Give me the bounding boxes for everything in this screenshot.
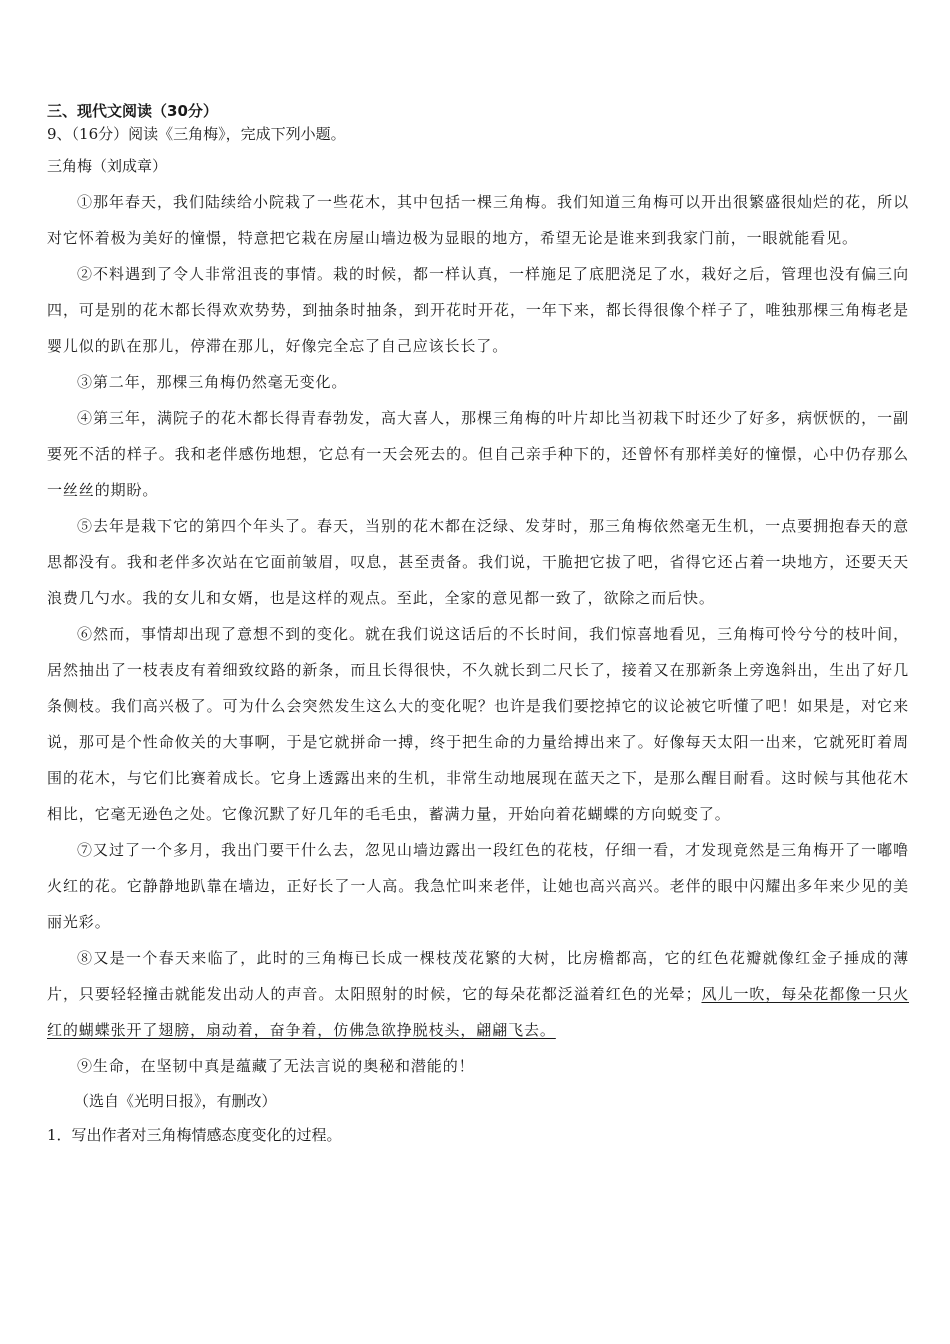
paragraph-9: ⑨生命，在坚韧中真是蕴藏了无法言说的奥秘和潜能的！ bbox=[77, 1057, 475, 1075]
article-body bbox=[47, 184, 909, 1084]
paragraph-8-text: ⑧又是一个春天来临了，此时的三角梅已长成一棵枝茂花繁的大树，比房檐都高，它的红色花瓣就像红金子捶成的薄片，只要轻轻撞击就能发出动人的声音。太阳照射的时候，它的每朵花都泛溢着红色的光晕； bbox=[47, 949, 909, 1003]
paragraph-4: ④第三年，满院子的花木都长得青春勃发，高大喜人，那棵三角梅的叶片却比当初栽下时还少了好多，病恹恹的，一副要死不活的样子。我和老伴感伤地想，它总有一天会死去的。但自己亲手种下的，还曾怀有那样美好的憧憬，心中仍存那么一丝丝的期盼。 bbox=[47, 409, 909, 499]
article-title: 三角梅（刘成章） bbox=[47, 157, 168, 175]
paragraph-8 bbox=[47, 940, 909, 1048]
source-note: （选自《光明日报》，有删改） bbox=[74, 1092, 277, 1110]
document-page bbox=[47, 100, 909, 1152]
section-title: 三、现代文阅读（30分） bbox=[47, 102, 218, 120]
paragraph-7: ⑦又过了一个多月，我出门要干什么去，忽见山墙边露出一段红色的花枝，仔细一看，才发现竟然是三角梅开了一嘟噜火红的花。它静静地趴靠在墙边，正好长了一人高。我急忙叫来老伴，让她也高兴高兴。老伴的眼中闪耀出多年来少见的美丽光彩。 bbox=[47, 841, 909, 931]
question-heading: 9、（16分）阅读《三角梅》，完成下列小题。 bbox=[47, 125, 346, 143]
sub-question-1: 1．写出作者对三角梅情感态度变化的过程。 bbox=[47, 1126, 342, 1144]
paragraph-2: ②不料遇到了令人非常沮丧的事情。栽的时候，都一样认真，一样施足了底肥浇足了水，栽好之后，管理也没有偏三向四，可是别的花木都长得欢欢势势，到抽条时抽条，到开花时开花，一年下来，都长得很像个样子了，唯独那棵三角梅老是婴儿似的趴在那儿，停滞在那儿，好像完全忘了自己应该长长了。 bbox=[47, 265, 909, 355]
paragraph-5: ⑤去年是栽下它的第四个年头了。春天，当别的花木都在泛绿、发芽时，那三角梅依然毫无生机，一点要拥抱春天的意思都没有。我和老伴多次站在它面前皱眉，叹息，甚至责备。我们说，干脆把它拔了吧，省得它还占着一块地方，还要天天浪费几勺水。我的女儿和女婿，也是这样的观点。至此，全家的意见都一致了，欲除之而后快。 bbox=[47, 517, 909, 607]
paragraph-1: ①那年春天，我们陆续给小院栽了一些花木，其中包括一棵三角梅。我们知道三角梅可以开出很繁盛很灿烂的花，所以对它怀着极为美好的憧憬，特意把它栽在房屋山墙边极为显眼的地方，希望无论是谁来到我家门前，一眼就能看见。 bbox=[47, 193, 909, 247]
paragraph-3: ③第二年，那棵三角梅仍然毫无变化。 bbox=[77, 373, 348, 391]
underlined-sentence: 风儿一吹，每朵花都像一只火红的蝴蝶张开了翅膀，扇动着，奋争着，仿佛急欲挣脱枝头，翩翩飞去。 bbox=[47, 985, 910, 1039]
paragraph-6: ⑥然而，事情却出现了意想不到的变化。就在我们说这话后的不长时间，我们惊喜地看见，三角梅可怜兮兮的枝叶间，居然抽出了一枝表皮有着细致纹路的新条，而且长得很快，不久就长到二尺长了，接着又在那新条上旁逸斜出，生出了好几条侧枝。我们高兴极了。可为什么会突然发生这么大的变化呢？也许是我们要挖掉它的议论被它听懂了吧！如果是，对它来说，那可是个性命攸关的大事啊，于是它就拼命一搏，终于把生命的力量给搏出来了。好像每天太阳一出来，它就死盯着周围的花木，与它们比赛着成长。它身上透露出来的生机，非常生动地展现在蓝天之下，是那么醒目耐看。这时候与其他花木相比，它毫无逊色之处。它像沉默了好几年的毛毛虫，蓄满力量，开始向着花蝴蝶的方向蜕变了。 bbox=[47, 625, 909, 823]
